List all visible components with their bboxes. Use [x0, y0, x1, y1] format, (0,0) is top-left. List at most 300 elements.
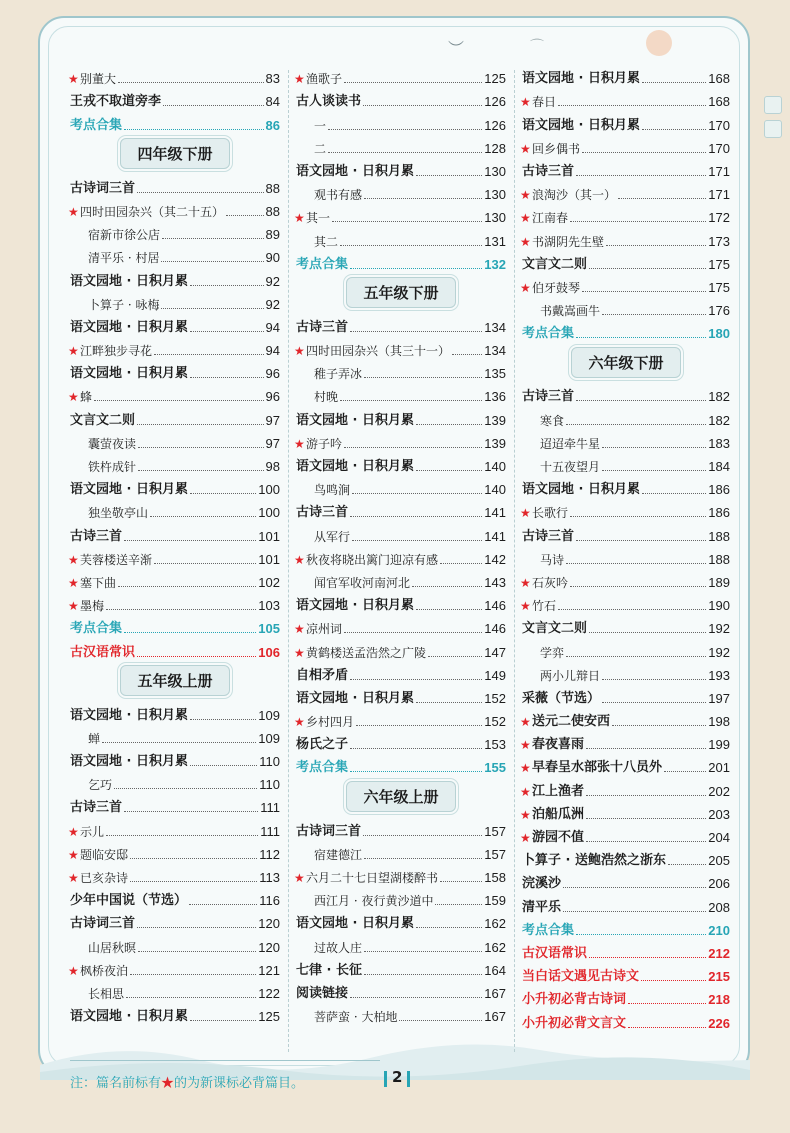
toc-entry[interactable]: [522, 296, 730, 319]
toc-entry-page: 130: [484, 163, 506, 179]
dot-leader: [137, 656, 256, 657]
toc-entry[interactable]: [70, 637, 280, 660]
dot-leader: [328, 152, 482, 153]
toc-entry-title: 囊萤夜读: [88, 436, 137, 451]
dot-leader: [130, 881, 257, 882]
dot-leader: [350, 997, 482, 998]
toc-entry[interactable]: [296, 382, 506, 405]
toc-entry-page: 134: [484, 343, 506, 359]
dot-leader: [416, 927, 482, 928]
toc-entry[interactable]: [522, 1008, 730, 1031]
dot-leader: [150, 516, 256, 517]
toc-entry[interactable]: [296, 134, 506, 157]
dot-leader: [350, 268, 482, 269]
toc-entry-title: 马诗: [540, 552, 565, 567]
toc-entry[interactable]: [70, 521, 280, 544]
toc-entry-title: 秋夜将晓出篱门迎凉有感: [306, 552, 439, 567]
toc-entry-page: 186: [708, 505, 730, 521]
dot-leader: [589, 268, 706, 269]
toc-entry[interactable]: [522, 962, 730, 985]
dot-leader: [124, 540, 256, 541]
toc-entry-page: 139: [484, 435, 506, 451]
toc-entry-page: 110: [259, 777, 280, 793]
toc-entry[interactable]: [522, 869, 730, 892]
toc-entry-title: 鸟鸣涧: [314, 483, 351, 498]
toc-entry[interactable]: [522, 134, 730, 157]
toc-entry-title: 早春呈水部张十八员外: [532, 760, 663, 776]
toc-entry-page: 167: [484, 985, 506, 1001]
toc-entry[interactable]: [70, 243, 280, 266]
toc-entry[interactable]: [70, 336, 280, 359]
column-divider: [288, 70, 289, 1052]
toc-entry[interactable]: [296, 591, 506, 614]
dot-leader: [350, 516, 482, 517]
dot-leader: [416, 424, 482, 425]
toc-entry-page: 159: [484, 893, 506, 909]
toc-entry[interactable]: [70, 197, 280, 220]
star-icon: ★: [520, 575, 531, 590]
toc-entry[interactable]: [522, 250, 730, 273]
toc-entry-title: 阅读链接: [296, 985, 349, 1001]
toc-entry-title: 六月二十七日望湖楼醉书: [306, 871, 439, 885]
toc-entry-title: 蜂: [80, 390, 93, 405]
toc-entry[interactable]: [522, 319, 730, 342]
toc-entry-page: 204: [708, 830, 730, 845]
star-icon: ★: [294, 552, 305, 567]
toc-entry[interactable]: [296, 250, 506, 273]
dot-leader: [582, 291, 706, 292]
toc-entry[interactable]: [296, 521, 506, 544]
toc-entry[interactable]: [70, 429, 280, 452]
toc-entry-title: 其二: [314, 234, 339, 249]
dot-leader: [576, 400, 706, 401]
toc-entry-page: 88: [265, 180, 280, 196]
dot-leader: [428, 656, 482, 657]
toc-entry-page: 122: [258, 985, 280, 1001]
toc-entry-page: 140: [484, 459, 506, 474]
dot-leader: [161, 261, 263, 262]
toc-entry-page: 218: [708, 992, 730, 1008]
dot-leader: [124, 632, 256, 633]
toc-entry-page: 198: [708, 714, 730, 730]
dot-leader: [137, 424, 264, 425]
toc-entry[interactable]: [522, 892, 730, 915]
dot-leader: [668, 864, 706, 865]
toc-entry[interactable]: [70, 724, 280, 747]
toc-entry-page: 153: [484, 737, 506, 753]
toc-entry-title: 语文园地 · 日积月累: [296, 690, 414, 706]
toc-entry-title: 学弈: [540, 645, 565, 660]
dot-leader: [364, 377, 482, 378]
toc-entry-title: 古诗三首: [522, 389, 575, 405]
toc-entry[interactable]: [522, 591, 730, 614]
dot-leader: [356, 725, 482, 726]
toc-entry-title: 春夜喜雨: [532, 737, 585, 753]
toc-entry[interactable]: [296, 226, 506, 249]
toc-entry[interactable]: [522, 405, 730, 428]
toc-entry[interactable]: [296, 637, 506, 660]
toc-entry[interactable]: [522, 521, 730, 544]
toc-entry[interactable]: [70, 932, 280, 955]
toc-entry[interactable]: [296, 684, 506, 707]
ornament-square-icon: [764, 96, 782, 114]
toc-entry[interactable]: [70, 313, 280, 336]
toc-entry[interactable]: [296, 359, 506, 382]
toc-entry[interactable]: [70, 568, 280, 591]
toc-entry[interactable]: [522, 800, 730, 823]
toc-entry-title: 古诗三首: [70, 528, 123, 544]
toc-entry-page: 120: [258, 939, 280, 955]
toc-entry[interactable]: [522, 730, 730, 753]
toc-entry-title: 江南春: [532, 211, 569, 226]
star-icon: ★: [294, 211, 305, 226]
toc-entry-title: 古诗三首: [70, 800, 123, 816]
toc-entry[interactable]: [522, 475, 730, 498]
dot-leader: [226, 215, 264, 216]
star-icon: ★: [520, 234, 531, 249]
toc-entry-page: 168: [708, 94, 730, 110]
dot-leader: [435, 904, 482, 905]
toc-entry-page: 92: [265, 296, 280, 312]
toc-entry-page: 206: [708, 876, 730, 892]
dot-leader: [664, 771, 706, 772]
dot-leader: [332, 221, 482, 222]
star-icon: ★: [161, 1076, 175, 1091]
star-icon: ★: [294, 72, 305, 87]
dot-leader: [416, 609, 482, 610]
toc-entry[interactable]: [522, 545, 730, 568]
dot-leader: [350, 771, 482, 772]
toc-entry[interactable]: [296, 203, 506, 226]
dot-leader: [440, 881, 482, 882]
toc-entry-title: 已亥杂诗: [80, 871, 129, 885]
toc-entry[interactable]: [296, 568, 506, 591]
toc-entry-page: 158: [484, 870, 506, 885]
toc-entry-page: 111: [260, 800, 280, 816]
toc-entry-title: 长歌行: [532, 506, 569, 521]
dot-leader: [118, 586, 256, 587]
toc-entry-title: 语文园地 · 日积月累: [70, 707, 188, 723]
toc-entry-page: 192: [708, 644, 730, 660]
toc-entry-page: 130: [484, 187, 506, 203]
toc-entry-title: 语文园地 · 日积月累: [70, 482, 188, 498]
toc-entry-title: 长相思: [88, 986, 125, 1001]
toc-entry[interactable]: [296, 730, 506, 753]
toc-column-1: [70, 64, 280, 1025]
dot-leader: [94, 400, 264, 401]
toc-entry[interactable]: [70, 591, 280, 614]
toc-entry-title: 枫桥夜泊: [80, 963, 129, 978]
toc-entry[interactable]: [296, 87, 506, 110]
toc-entry[interactable]: [522, 498, 730, 521]
toc-entry-page: 132: [484, 256, 506, 272]
toc-entry[interactable]: [522, 273, 730, 296]
toc-entry[interactable]: [70, 979, 280, 1002]
toc-entry-page: 134: [484, 319, 506, 335]
toc-entry[interactable]: [522, 684, 730, 707]
toc-entry-title: 竹石: [532, 599, 557, 614]
toc-entry[interactable]: [522, 823, 730, 846]
dot-leader: [586, 795, 706, 796]
toc-entry[interactable]: [296, 313, 506, 336]
dot-leader: [606, 245, 706, 246]
toc-entry[interactable]: [70, 382, 280, 405]
toc-entry[interactable]: [522, 429, 730, 452]
toc-entry-page: 142: [484, 551, 506, 567]
dot-leader: [602, 679, 706, 680]
toc-entry[interactable]: [296, 886, 506, 909]
toc-entry-page: 116: [259, 893, 280, 909]
toc-entry-page: 146: [484, 598, 506, 614]
grade-section-header: [296, 273, 506, 313]
dot-leader: [576, 175, 706, 176]
toc-entry[interactable]: [296, 110, 506, 133]
toc-entry[interactable]: [522, 916, 730, 939]
toc-entry-page: 197: [708, 690, 730, 706]
toc-entry[interactable]: [70, 359, 280, 382]
toc-entry[interactable]: [70, 498, 280, 521]
toc-entry-page: 157: [484, 823, 506, 839]
toc-entry-title: 四时田园杂兴（其二十五）: [80, 204, 225, 219]
dot-leader: [566, 424, 706, 425]
toc-entry[interactable]: [296, 614, 506, 637]
dot-leader: [602, 447, 706, 448]
toc-entry-page: 90: [265, 250, 280, 266]
toc-entry[interactable]: [296, 180, 506, 203]
side-ornament: [762, 96, 782, 144]
dot-leader: [106, 609, 256, 610]
toc-entry[interactable]: [522, 939, 730, 962]
toc-entry[interactable]: [296, 909, 506, 932]
toc-entry[interactable]: [296, 840, 506, 863]
toc-entry[interactable]: [522, 661, 730, 684]
dot-leader: [642, 82, 706, 83]
toc-entry-page: 170: [708, 117, 730, 133]
toc-entry-title: 宿建德江: [314, 847, 363, 862]
toc-entry[interactable]: [70, 909, 280, 932]
toc-entry[interactable]: [70, 747, 280, 770]
toc-entry-page: 182: [708, 412, 730, 428]
toc-entry-page: 208: [708, 899, 730, 915]
dot-leader: [612, 725, 706, 726]
toc-entry-title: 江畔独步寻花: [80, 344, 153, 359]
toc-entry-title: 语文园地 · 日积月累: [522, 71, 640, 87]
toc-entry[interactable]: [70, 956, 280, 979]
toc-entry[interactable]: [296, 932, 506, 955]
toc-entry[interactable]: [296, 64, 506, 87]
toc-entry-title: 稚子弄冰: [314, 367, 363, 382]
toc-entry[interactable]: [522, 452, 730, 475]
toc-entry[interactable]: [296, 816, 506, 839]
toc-entry-title: 一: [314, 118, 327, 133]
toc-entry[interactable]: [522, 568, 730, 591]
toc-entry-page: 184: [708, 459, 730, 474]
star-icon: ★: [68, 847, 79, 862]
toc-entry[interactable]: [296, 956, 506, 979]
dot-leader: [190, 765, 257, 766]
toc-entry-page: 157: [484, 846, 506, 862]
dot-leader: [452, 354, 482, 355]
toc-entry[interactable]: [296, 475, 506, 498]
toc-entry[interactable]: [522, 64, 730, 87]
star-icon: ★: [68, 204, 79, 219]
toc-entry[interactable]: [70, 614, 280, 637]
toc-entry[interactable]: [70, 87, 280, 110]
dot-leader: [570, 586, 706, 587]
toc-entry-title: 书戴嵩画牛: [540, 304, 601, 319]
toc-entry-page: 101: [258, 528, 280, 544]
grade-section-header: [70, 661, 280, 701]
toc-entry-title: 语文园地 · 日积月累: [70, 366, 188, 382]
dot-leader: [558, 609, 706, 610]
toc-entry-page: 162: [484, 939, 506, 955]
star-icon: ★: [68, 390, 79, 405]
star-icon: ★: [68, 552, 79, 567]
toc-entry-title: 当白话文遇见古诗文: [522, 969, 640, 985]
star-icon: ★: [520, 784, 531, 799]
toc-entry-title: 古诗词三首: [296, 823, 362, 839]
toc-entry-page: 141: [484, 505, 506, 521]
toc-entry[interactable]: [70, 452, 280, 475]
toc-entry[interactable]: [70, 1002, 280, 1025]
toc-entry[interactable]: [296, 429, 506, 452]
dot-leader: [138, 951, 256, 952]
toc-entry-title: 石灰吟: [532, 575, 569, 590]
toc-entry-page: 126: [484, 117, 506, 133]
star-icon: ★: [294, 344, 305, 359]
toc-entry-page: 125: [484, 71, 506, 87]
toc-entry[interactable]: [70, 886, 280, 909]
toc-entry[interactable]: [296, 498, 506, 521]
toc-entry[interactable]: [522, 382, 730, 405]
toc-entry-page: 84: [265, 94, 280, 110]
toc-entry-page: 121: [258, 962, 280, 978]
toc-entry[interactable]: [70, 863, 280, 886]
toc-entry-page: 136: [484, 389, 506, 405]
toc-entry-title: 语文园地 · 日积月累: [522, 482, 640, 498]
toc-entry[interactable]: [70, 174, 280, 197]
toc-entry-title: 菩萨蛮 · 大柏地: [314, 1010, 398, 1025]
toc-entry[interactable]: [522, 226, 730, 249]
ornament-square-icon: [764, 120, 782, 138]
toc-entry-title: 文言文二则: [70, 412, 136, 428]
toc-entry[interactable]: [70, 793, 280, 816]
toc-entry[interactable]: [296, 405, 506, 428]
dot-leader: [589, 632, 706, 633]
toc-entry[interactable]: [522, 87, 730, 110]
toc-entry[interactable]: [522, 203, 730, 226]
toc-entry[interactable]: [70, 405, 280, 428]
dot-leader: [416, 175, 482, 176]
toc-entry[interactable]: [70, 816, 280, 839]
toc-entry[interactable]: [522, 110, 730, 133]
toc-entry[interactable]: [296, 753, 506, 776]
toc-entry[interactable]: [522, 157, 730, 180]
toc-entry[interactable]: [70, 266, 280, 289]
toc-entry[interactable]: [522, 637, 730, 660]
toc-entry[interactable]: [522, 707, 730, 730]
toc-entry[interactable]: [70, 475, 280, 498]
toc-entry-title: 少年中国说（节选）: [70, 893, 188, 909]
toc-entry[interactable]: [296, 707, 506, 730]
toc-entry-title: 语文园地 · 日积月累: [70, 754, 188, 770]
toc-entry-page: 101: [258, 551, 280, 567]
footer-note-suffix: 的为新课标必背篇目。: [174, 1076, 305, 1091]
toc-entry-title: 浣溪沙: [522, 876, 562, 892]
star-icon: ★: [68, 344, 79, 359]
dot-leader: [340, 245, 482, 246]
dot-leader: [189, 904, 257, 905]
toc-column-2: [296, 64, 506, 1025]
toc-entry-page: 226: [708, 1015, 730, 1031]
toc-entry-title: 卜算子 · 咏梅: [88, 297, 160, 312]
toc-entry[interactable]: [296, 545, 506, 568]
toc-entry[interactable]: [70, 770, 280, 793]
toc-entry[interactable]: [522, 776, 730, 799]
toc-entry-title: 古人谈读书: [296, 94, 362, 110]
toc-entry[interactable]: [296, 1002, 506, 1025]
toc-entry-title: 卜算子 · 送鲍浩然之浙东: [522, 853, 666, 869]
toc-entry-title: 芙蓉楼送辛渐: [80, 552, 153, 567]
toc-entry[interactable]: [296, 452, 506, 475]
toc-entry[interactable]: [522, 753, 730, 776]
footer-note: [70, 1072, 304, 1091]
toc-entry-title: 考点合集: [522, 326, 575, 342]
dot-leader: [126, 997, 256, 998]
dot-leader: [576, 540, 706, 541]
toc-entry[interactable]: [70, 701, 280, 724]
toc-entry[interactable]: [296, 661, 506, 684]
toc-entry-page: 162: [484, 916, 506, 932]
toc-entry[interactable]: [522, 846, 730, 869]
toc-entry-page: 109: [258, 707, 280, 723]
toc-entry[interactable]: [522, 985, 730, 1008]
toc-entry[interactable]: [70, 290, 280, 313]
dot-leader: [576, 934, 706, 935]
toc-entry-title: 考点合集: [70, 117, 123, 133]
toc-entry[interactable]: [70, 545, 280, 568]
toc-entry[interactable]: [70, 64, 280, 87]
toc-entry[interactable]: [296, 979, 506, 1002]
dot-leader: [102, 742, 256, 743]
toc-entry-title: 题临安邸: [80, 847, 129, 862]
toc-entry-title: 考点合集: [296, 256, 349, 272]
dot-leader: [589, 957, 706, 958]
toc-entry-title: 语文园地 · 日积月累: [70, 1009, 188, 1025]
dot-leader: [364, 198, 482, 199]
toc-entry[interactable]: [296, 336, 506, 359]
toc-entry-page: 100: [258, 505, 280, 521]
star-icon: ★: [520, 280, 531, 295]
dot-leader: [364, 951, 482, 952]
toc-entry-page: 97: [265, 412, 280, 428]
toc-entry[interactable]: [70, 220, 280, 243]
toc-entry[interactable]: [70, 840, 280, 863]
footer-divider: [70, 1060, 380, 1061]
toc-entry[interactable]: [70, 110, 280, 133]
toc-entry[interactable]: [522, 180, 730, 203]
toc-entry[interactable]: [296, 157, 506, 180]
toc-entry-page: 188: [708, 528, 730, 544]
toc-entry-title: 文言文二则: [522, 621, 588, 637]
toc-entry-title: 古汉语常识: [522, 945, 588, 961]
toc-entry[interactable]: [522, 614, 730, 637]
toc-entry[interactable]: [296, 863, 506, 886]
star-icon: ★: [520, 599, 531, 614]
dot-leader: [352, 540, 482, 541]
toc-entry-page: 89: [265, 227, 280, 243]
section-title: 四年级下册: [120, 138, 229, 169]
